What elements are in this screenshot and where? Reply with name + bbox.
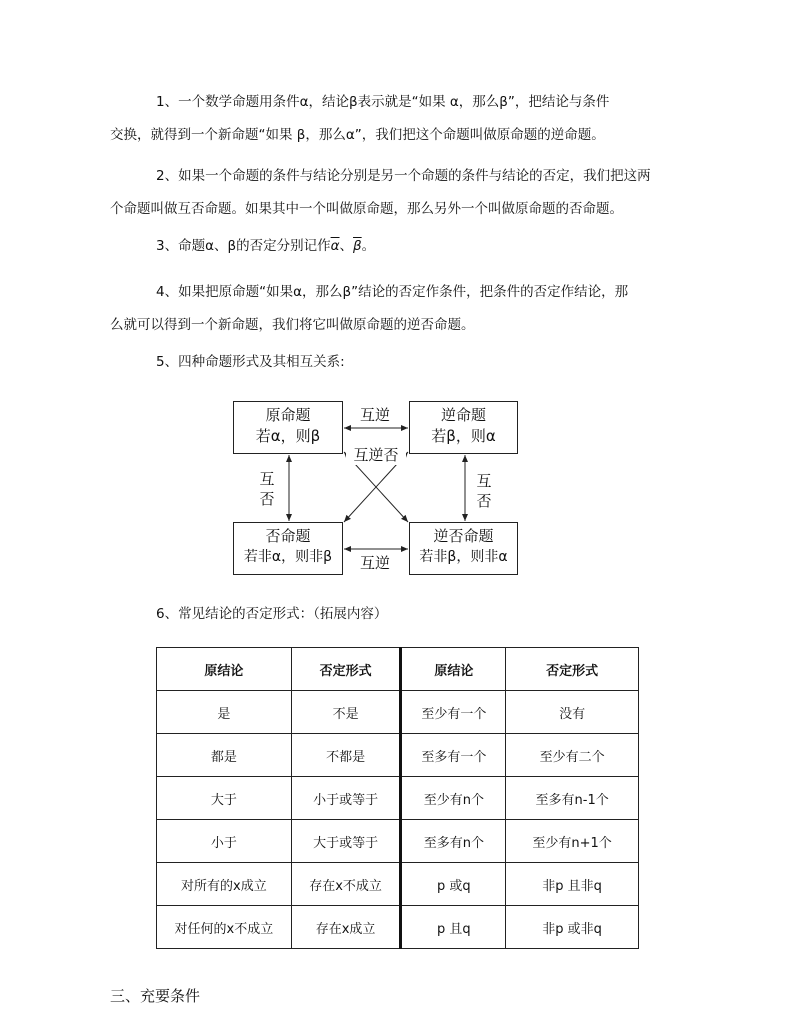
header-negation-2: 否定形式 bbox=[506, 648, 639, 691]
beta-negation: $\overline{\beta}$ bbox=[353, 238, 362, 254]
original-proposition-box bbox=[233, 401, 343, 454]
table-cell: 至多有n个 bbox=[401, 820, 506, 863]
table-row bbox=[157, 734, 639, 777]
paragraph-1-line-2: 交换，就得到一个新命题“如果 β，那么α”，我们把这个命题叫做原命题的逆命题。 bbox=[110, 127, 605, 143]
table-row bbox=[157, 906, 639, 949]
original-proposition-form: 若α，则β bbox=[255, 427, 321, 445]
header-original-1: 原结论 bbox=[157, 648, 292, 691]
header-original-2: 原结论 bbox=[401, 648, 506, 691]
table-row bbox=[157, 820, 639, 863]
paragraph-4-line-2: 么就可以得到一个新命题，我们将它叫做原命题的逆否命题。 bbox=[110, 317, 475, 333]
alpha-negation: $\overline{\alpha}$ bbox=[330, 238, 340, 254]
bottom-converse-label: 互逆 bbox=[359, 554, 390, 572]
cross-contrapositive-label: 互逆否 bbox=[346, 445, 406, 465]
contrapositive-proposition-title: 逆否命题 bbox=[433, 527, 494, 545]
section-heading: 三、充要条件 bbox=[110, 987, 201, 1005]
right-inverse-label bbox=[474, 471, 494, 511]
paragraph-4-line-1: 4、如果把原命题“如果α，那么β”结论的否定作条件，把条件的否定作结论，那 bbox=[156, 284, 629, 300]
table-row bbox=[157, 777, 639, 820]
negation-forms-table bbox=[156, 647, 639, 949]
table-row bbox=[157, 691, 639, 734]
table-cell: 都是 bbox=[157, 734, 292, 777]
table-cell: 没有 bbox=[506, 691, 639, 734]
converse-proposition-box bbox=[409, 401, 518, 454]
table-cell: 大于或等于 bbox=[291, 820, 401, 863]
paragraph-6 bbox=[110, 598, 690, 631]
paragraph-1-line-1: 1、一个数学命题用条件α，结论β表示就是“如果 α，那么β”，把结论与条件 bbox=[156, 94, 610, 110]
paragraph-5-text: 5、四种命题形式及其相互关系: bbox=[156, 354, 345, 370]
top-converse-label: 互逆 bbox=[352, 405, 398, 425]
table-cell: p 或q bbox=[401, 863, 506, 906]
left-inverse-label bbox=[257, 469, 277, 509]
table-cell: 小于 bbox=[157, 820, 292, 863]
paragraph-2-line-2: 个命题叫做互否命题。如果其中一个叫做原命题，那么另外一个叫做原命题的否命题。 bbox=[110, 201, 623, 217]
right-inverse-label-2: 否 bbox=[476, 492, 492, 510]
table-cell: 不都是 bbox=[291, 734, 401, 777]
table-cell: 对所有的x成立 bbox=[157, 863, 292, 906]
table-row bbox=[157, 863, 639, 906]
table-cell: 存在x成立 bbox=[291, 906, 401, 949]
paragraph-2-line-1: 2、如果一个命题的条件与结论分别是另一个命题的条件与结论的否定，我们把这两 bbox=[156, 168, 651, 184]
table-cell: 是 bbox=[157, 691, 292, 734]
table-cell: p 且q bbox=[401, 906, 506, 949]
table-cell: 大于 bbox=[157, 777, 292, 820]
header-negation-1: 否定形式 bbox=[291, 648, 401, 691]
right-inverse-label-1: 互 bbox=[476, 472, 492, 490]
left-inverse-label-1: 互 bbox=[259, 470, 275, 488]
paragraph-3-separator: 、 bbox=[339, 238, 354, 254]
table-cell: 对任何的x不成立 bbox=[157, 906, 292, 949]
contrapositive-proposition-form: 若非β，则非α bbox=[419, 549, 508, 565]
table-cell: 至少有n个 bbox=[401, 777, 506, 820]
table-cell: 存在x不成立 bbox=[291, 863, 401, 906]
inverse-proposition-title: 否命题 bbox=[265, 527, 311, 545]
table-cell: 至多有一个 bbox=[401, 734, 506, 777]
paragraph-3-end: 。 bbox=[361, 238, 376, 254]
converse-proposition-form: 若β，则α bbox=[431, 427, 496, 445]
table-cell: 至少有n+1个 bbox=[506, 820, 639, 863]
paragraph-3-text: 3、命题α、β的否定分别记作 bbox=[156, 238, 331, 254]
paragraph-6-text: 6、常见结论的否定形式：（拓展内容） bbox=[156, 606, 388, 622]
original-proposition-title: 原命题 bbox=[265, 406, 311, 424]
table-cell: 非p 且非q bbox=[506, 863, 639, 906]
table-cell: 非p 或非q bbox=[506, 906, 639, 949]
contrapositive-proposition-box bbox=[409, 522, 518, 575]
table-cell: 不是 bbox=[291, 691, 401, 734]
table-cell: 至少有一个 bbox=[401, 691, 506, 734]
inverse-proposition-form: 若非α，则非β bbox=[243, 549, 333, 565]
left-inverse-label-2: 否 bbox=[259, 490, 275, 508]
converse-proposition-title: 逆命题 bbox=[440, 406, 486, 424]
table-cell: 至少有二个 bbox=[506, 734, 639, 777]
table-header-row bbox=[157, 648, 639, 691]
table-cell: 小于或等于 bbox=[291, 777, 401, 820]
inverse-proposition-box bbox=[233, 522, 343, 575]
table-cell: 至多有n-1个 bbox=[506, 777, 639, 820]
